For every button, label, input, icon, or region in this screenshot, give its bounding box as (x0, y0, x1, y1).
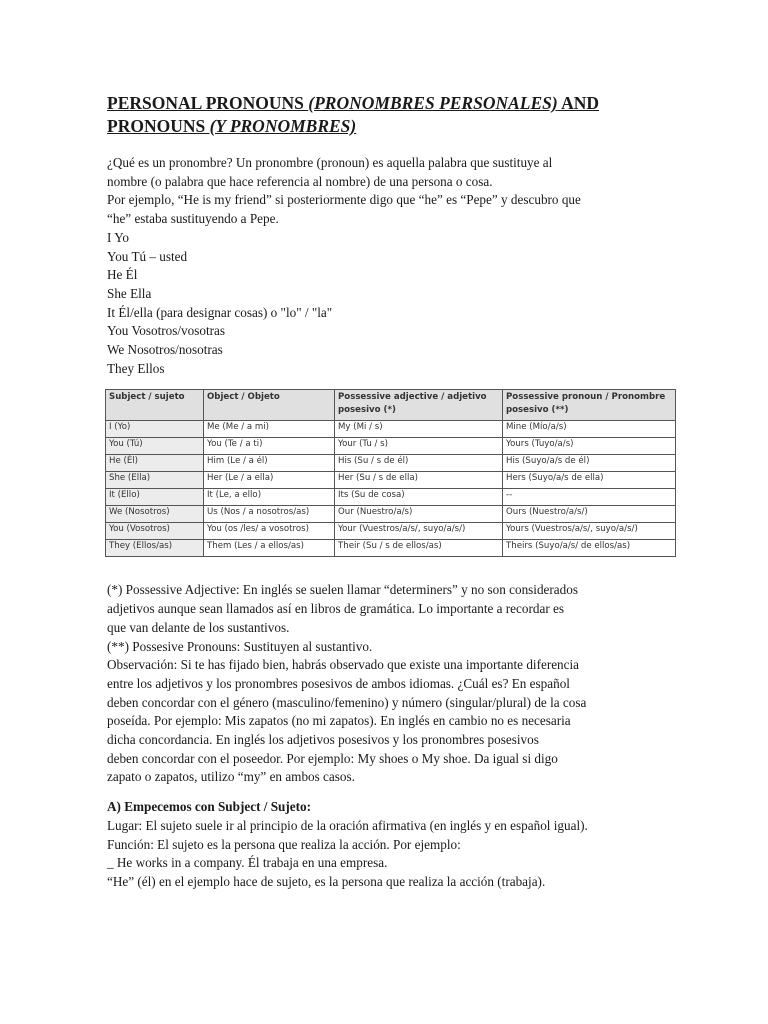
note-line: poseída. Por ejemplo: Mis zapatos (no mi zapatos). En inglés en cambio no es necesaria (107, 713, 571, 729)
note-line: deben concordar con el poseedor. Por ejemplo: My shoes o My shoe. Da igual si digo (107, 750, 558, 766)
section-a-line: _ He works in a company. Él trabaja en una empresa. (107, 855, 388, 871)
table-row (106, 421, 676, 438)
table-cell: You (Vosotros) (106, 523, 204, 540)
note-line: deben concordar con el género (masculino/femenino) y número (singular/plural) de la cosa (107, 694, 587, 710)
table-header-cell: Possessive pronoun / Pronombre posesivo (**) (503, 390, 676, 421)
title-part-1: PERSONAL PRONOUNS (107, 93, 309, 113)
table-cell: Mine (Mío/a/s) (503, 421, 676, 438)
title-part-3: AND (557, 93, 600, 113)
section-a-body (107, 817, 667, 892)
page-title (107, 92, 667, 138)
table-cell: We (Nosotros) (106, 506, 204, 523)
table-cell: Hers (Suyo/a/s de ella) (503, 472, 676, 489)
section-a-line: Lugar: El sujeto suele ir al principio de la oración afirmativa (en inglés y en español igual). (107, 817, 588, 833)
table-row (106, 489, 676, 506)
table-cell: Yours (Tuyo/a/s) (503, 438, 676, 455)
table-header-row (106, 390, 676, 421)
table-row (106, 506, 676, 523)
table-cell: I (Yo) (106, 421, 204, 438)
table-cell: Us (Nos / a nosotros/as) (204, 506, 335, 523)
table-cell: You (os /les/ a vosotros) (204, 523, 335, 540)
table-cell: Its (Su de cosa) (335, 489, 503, 506)
table-cell: His (Suyo/a/s de él) (503, 455, 676, 472)
pronoun-item: It Él/ella (para designar cosas) o "lo" / "la" (107, 304, 333, 320)
table-cell: Your (Vuestros/a/s/, suyo/a/s/) (335, 523, 503, 540)
table-header-cell: Object / Objeto (204, 390, 335, 421)
table-cell: -- (503, 489, 676, 506)
table-cell: You (Te / a ti) (204, 438, 335, 455)
table-cell: My (Mi / s) (335, 421, 503, 438)
table-cell: She (Ella) (106, 472, 204, 489)
table-cell: Him (Le / a él) (204, 455, 335, 472)
table-cell: He (Él) (106, 455, 204, 472)
table-row (106, 540, 676, 557)
intro-line: nombre (o palabra que hace referencia al nombre) de una persona o cosa. (107, 173, 493, 189)
pronoun-list (107, 229, 667, 379)
table-row (106, 523, 676, 540)
table-cell: Her (Su / s de ella) (335, 472, 503, 489)
table-cell: It (Le, a ello) (204, 489, 335, 506)
note-line: (*) Possessive Adjective: En inglés se suelen llamar “determiners” y no son considerados (107, 582, 578, 598)
pronoun-table (105, 389, 676, 557)
notes-paragraph (107, 581, 667, 787)
note-line: adjetivos aunque sean llamados así en libros de gramática. Lo importante a recordar es (107, 601, 564, 617)
table-cell: Her (Le / a ella) (204, 472, 335, 489)
intro-paragraph (107, 154, 667, 229)
note-line: (**) Possesive Pronouns: Sustituyen al sustantivo. (107, 638, 373, 654)
note-line: Observación: Si te has fijado bien, habrás observado que existe una importante diferencia (107, 657, 580, 673)
note-line: que van delante de los sustantivos. (107, 619, 290, 635)
table-row (106, 455, 676, 472)
table-cell: His (Su / s de él) (335, 455, 503, 472)
section-a-heading: A) Empecemos con Subject / Sujeto: (107, 799, 312, 815)
table-cell: Theirs (Suyo/a/s/ de ellos/as) (503, 540, 676, 557)
pronoun-item: He Él (107, 267, 138, 283)
intro-line: “he” estaba sustituyendo a Pepe. (107, 211, 279, 227)
table-header-cell: Subject / sujeto (106, 390, 204, 421)
table-cell: Ours (Nuestro/a/s/) (503, 506, 676, 523)
table-cell: Yours (Vuestros/a/s/, suyo/a/s/) (503, 523, 676, 540)
table-cell: Me (Me / a mi) (204, 421, 335, 438)
pronoun-item: I Yo (107, 229, 129, 245)
table-cell: Our (Nuestro/a/s) (335, 506, 503, 523)
table-cell: It (Ello) (106, 489, 204, 506)
section-a-line: “He” (él) en el ejemplo hace de sujeto, es la persona que realiza la acción (trabaja). (107, 873, 546, 889)
table-header-cell: Possessive adjective / adjetivo posesivo (*) (335, 390, 503, 421)
pronoun-item: You Tú – usted (107, 248, 188, 264)
title-part-2: (PRONOMBRES PERSONALES) (308, 93, 558, 113)
title-part-5: (Y PRONOMBRES) (209, 116, 357, 136)
table-cell: Their (Su / s de ellos/as) (335, 540, 503, 557)
pronoun-item: She Ella (107, 285, 152, 301)
intro-line: ¿Qué es un pronombre? Un pronombre (pronoun) es aquella palabra que sustituye al (107, 155, 553, 170)
table-cell: You (Tú) (106, 438, 204, 455)
note-line: zapato o zapatos, utilizo “my” en ambos casos. (107, 769, 355, 785)
intro-line: Por ejemplo, “He is my friend” si posteriormente digo que “he” es “Pepe” y descubro que (107, 192, 581, 208)
table-cell: Your (Tu / s) (335, 438, 503, 455)
table-row (106, 438, 676, 455)
section-a-line: Función: El sujeto es la persona que realiza la acción. Por ejemplo: (107, 836, 461, 852)
table-cell: They (Ellos/as) (106, 540, 204, 557)
pronoun-item: You Vosotros/vosotras (107, 323, 225, 339)
title-part-4: PRONOUNS (107, 116, 210, 136)
pronoun-item: We Nosotros/nosotras (107, 342, 223, 358)
table-cell: Them (Les / a ellos/as) (204, 540, 335, 557)
note-line: entre los adjetivos y los pronombres posesivos de ambos idiomas. ¿Cuál es? En español (107, 675, 570, 691)
pronoun-item: They Ellos (107, 360, 165, 376)
table-row (106, 472, 676, 489)
document-page (107, 92, 667, 892)
note-line: dicha concordancia. En inglés los adjetivos posesivos y los pronombres posesivos (107, 732, 539, 748)
